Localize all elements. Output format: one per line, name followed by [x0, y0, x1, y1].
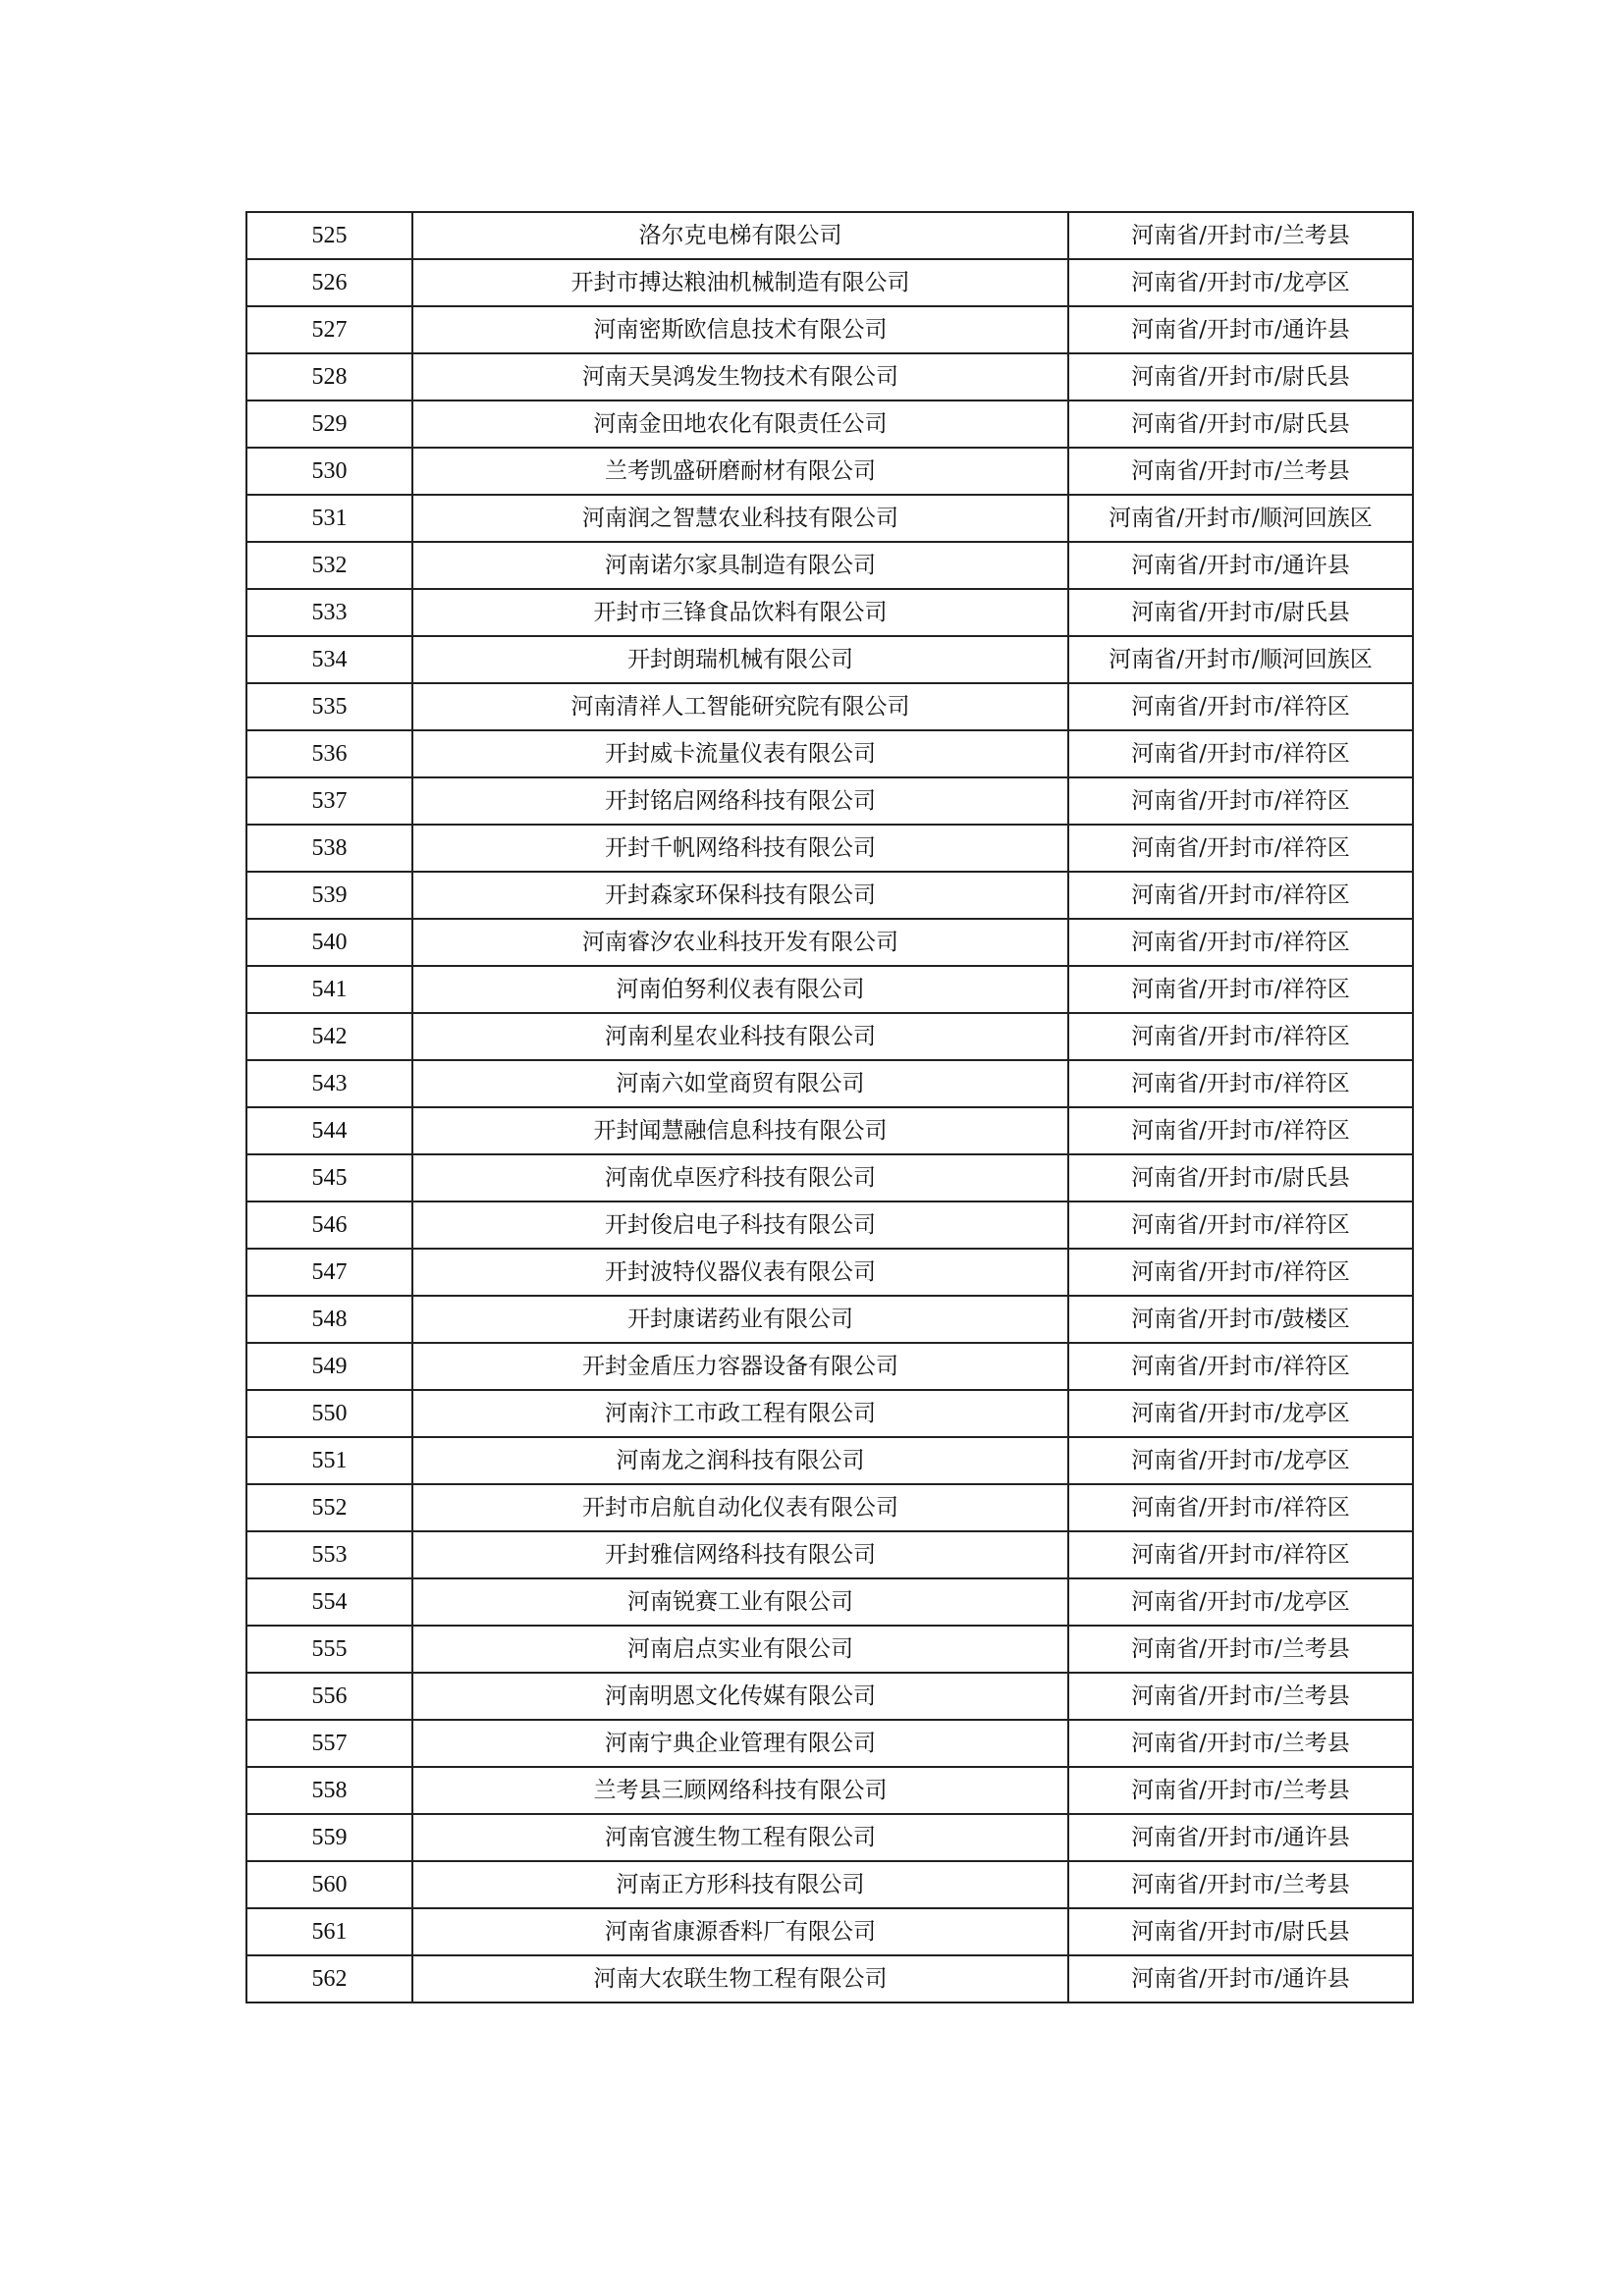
company-region: 河南省/开封市/尉氏县 — [1068, 353, 1413, 400]
row-number: 546 — [246, 1201, 412, 1249]
company-name: 河南天昊鸿发生物技术有限公司 — [412, 353, 1068, 400]
company-region: 河南省/开封市/祥符区 — [1068, 1060, 1413, 1107]
row-number: 528 — [246, 353, 412, 400]
table-row — [246, 1578, 1413, 1626]
table-row — [246, 1060, 1413, 1107]
company-region: 河南省/开封市/祥符区 — [1068, 872, 1413, 919]
company-name: 开封威卡流量仪表有限公司 — [412, 730, 1068, 777]
row-number: 557 — [246, 1720, 412, 1767]
row-number: 548 — [246, 1296, 412, 1343]
table-row — [246, 212, 1413, 259]
table-row — [246, 448, 1413, 495]
table-row — [246, 353, 1413, 400]
table-row — [246, 1154, 1413, 1201]
table-row — [246, 1908, 1413, 1955]
row-number: 554 — [246, 1578, 412, 1626]
table-row — [246, 636, 1413, 683]
company-name: 兰考县三顾网络科技有限公司 — [412, 1767, 1068, 1814]
table-row — [246, 542, 1413, 589]
company-name: 开封闻慧融信息科技有限公司 — [412, 1107, 1068, 1154]
company-region: 河南省/开封市/通许县 — [1068, 306, 1413, 353]
company-region: 河南省/开封市/祥符区 — [1068, 1107, 1413, 1154]
table-row — [246, 1249, 1413, 1296]
table-row — [246, 825, 1413, 872]
table-row — [246, 1107, 1413, 1154]
company-region: 河南省/开封市/祥符区 — [1068, 919, 1413, 966]
table-row — [246, 495, 1413, 542]
company-region: 河南省/开封市/通许县 — [1068, 1955, 1413, 2002]
row-number: 561 — [246, 1908, 412, 1955]
table-row — [246, 1531, 1413, 1578]
table-row — [246, 1673, 1413, 1720]
company-region: 河南省/开封市/通许县 — [1068, 542, 1413, 589]
row-number: 553 — [246, 1531, 412, 1578]
company-name: 开封市三锋食品饮料有限公司 — [412, 589, 1068, 636]
company-region: 河南省/开封市/祥符区 — [1068, 1249, 1413, 1296]
table-row — [246, 1390, 1413, 1437]
row-number: 556 — [246, 1673, 412, 1720]
company-name: 河南龙之润科技有限公司 — [412, 1437, 1068, 1484]
row-number: 539 — [246, 872, 412, 919]
table-row — [246, 306, 1413, 353]
company-name: 河南汴工市政工程有限公司 — [412, 1390, 1068, 1437]
company-name: 开封波特仪器仪表有限公司 — [412, 1249, 1068, 1296]
company-name: 开封金盾压力容器设备有限公司 — [412, 1343, 1068, 1390]
company-region: 河南省/开封市/祥符区 — [1068, 1484, 1413, 1531]
table-row — [246, 589, 1413, 636]
row-number: 529 — [246, 400, 412, 448]
table-row — [246, 1626, 1413, 1673]
company-region: 河南省/开封市/通许县 — [1068, 1814, 1413, 1861]
company-name: 河南睿汐农业科技开发有限公司 — [412, 919, 1068, 966]
company-name: 河南官渡生物工程有限公司 — [412, 1814, 1068, 1861]
row-number: 542 — [246, 1013, 412, 1060]
company-region: 河南省/开封市/兰考县 — [1068, 1673, 1413, 1720]
table-row — [246, 683, 1413, 730]
company-name: 开封铭启网络科技有限公司 — [412, 777, 1068, 825]
company-name: 开封森家环保科技有限公司 — [412, 872, 1068, 919]
company-name: 开封市启航自动化仪表有限公司 — [412, 1484, 1068, 1531]
company-region: 河南省/开封市/兰考县 — [1068, 448, 1413, 495]
company-region: 河南省/开封市/鼓楼区 — [1068, 1296, 1413, 1343]
company-region: 河南省/开封市/顺河回族区 — [1068, 495, 1413, 542]
company-region: 河南省/开封市/尉氏县 — [1068, 1154, 1413, 1201]
company-region: 河南省/开封市/龙亭区 — [1068, 1437, 1413, 1484]
company-region: 河南省/开封市/龙亭区 — [1068, 1578, 1413, 1626]
row-number: 562 — [246, 1955, 412, 2002]
company-name: 开封康诺药业有限公司 — [412, 1296, 1068, 1343]
table-row — [246, 1484, 1413, 1531]
company-name: 河南宁典企业管理有限公司 — [412, 1720, 1068, 1767]
company-region: 河南省/开封市/顺河回族区 — [1068, 636, 1413, 683]
company-name: 开封朗瑞机械有限公司 — [412, 636, 1068, 683]
table-row — [246, 966, 1413, 1013]
table-row — [246, 1343, 1413, 1390]
company-list-table-wrapper — [245, 211, 1412, 2003]
row-number: 527 — [246, 306, 412, 353]
company-name: 河南明恩文化传媒有限公司 — [412, 1673, 1068, 1720]
table-row — [246, 1201, 1413, 1249]
company-name: 河南润之智慧农业科技有限公司 — [412, 495, 1068, 542]
row-number: 537 — [246, 777, 412, 825]
company-name: 开封市搏达粮油机械制造有限公司 — [412, 259, 1068, 306]
company-region: 河南省/开封市/祥符区 — [1068, 730, 1413, 777]
company-name: 河南密斯欧信息技术有限公司 — [412, 306, 1068, 353]
row-number: 534 — [246, 636, 412, 683]
row-number: 540 — [246, 919, 412, 966]
table-row — [246, 1767, 1413, 1814]
company-region: 河南省/开封市/祥符区 — [1068, 683, 1413, 730]
company-name: 兰考凯盛研磨耐材有限公司 — [412, 448, 1068, 495]
table-row — [246, 1814, 1413, 1861]
company-name: 河南启点实业有限公司 — [412, 1626, 1068, 1673]
row-number: 545 — [246, 1154, 412, 1201]
row-number: 555 — [246, 1626, 412, 1673]
company-region: 河南省/开封市/祥符区 — [1068, 966, 1413, 1013]
table-row — [246, 872, 1413, 919]
company-name: 河南诺尔家具制造有限公司 — [412, 542, 1068, 589]
row-number: 544 — [246, 1107, 412, 1154]
company-name: 开封俊启电子科技有限公司 — [412, 1201, 1068, 1249]
company-name: 河南锐赛工业有限公司 — [412, 1578, 1068, 1626]
company-name: 洛尔克电梯有限公司 — [412, 212, 1068, 259]
company-region: 河南省/开封市/祥符区 — [1068, 1343, 1413, 1390]
row-number: 535 — [246, 683, 412, 730]
company-list-table — [245, 211, 1414, 2003]
table-row — [246, 777, 1413, 825]
company-name: 开封千帆网络科技有限公司 — [412, 825, 1068, 872]
row-number: 543 — [246, 1060, 412, 1107]
row-number: 538 — [246, 825, 412, 872]
row-number: 530 — [246, 448, 412, 495]
company-name: 河南省康源香料厂有限公司 — [412, 1908, 1068, 1955]
company-region: 河南省/开封市/祥符区 — [1068, 1531, 1413, 1578]
row-number: 525 — [246, 212, 412, 259]
table-row — [246, 1955, 1413, 2002]
row-number: 549 — [246, 1343, 412, 1390]
company-region: 河南省/开封市/祥符区 — [1068, 777, 1413, 825]
company-region: 河南省/开封市/祥符区 — [1068, 1013, 1413, 1060]
company-region: 河南省/开封市/兰考县 — [1068, 1720, 1413, 1767]
company-name: 河南大农联生物工程有限公司 — [412, 1955, 1068, 2002]
company-region: 河南省/开封市/兰考县 — [1068, 1626, 1413, 1673]
company-name: 河南正方形科技有限公司 — [412, 1861, 1068, 1908]
row-number: 536 — [246, 730, 412, 777]
company-region: 河南省/开封市/兰考县 — [1068, 212, 1413, 259]
company-name: 开封雅信网络科技有限公司 — [412, 1531, 1068, 1578]
company-list-body — [246, 212, 1413, 2002]
row-number: 559 — [246, 1814, 412, 1861]
company-name: 河南伯努利仪表有限公司 — [412, 966, 1068, 1013]
company-name: 河南六如堂商贸有限公司 — [412, 1060, 1068, 1107]
row-number: 531 — [246, 495, 412, 542]
company-region: 河南省/开封市/兰考县 — [1068, 1861, 1413, 1908]
row-number: 533 — [246, 589, 412, 636]
row-number: 541 — [246, 966, 412, 1013]
table-row — [246, 919, 1413, 966]
company-region: 河南省/开封市/尉氏县 — [1068, 1908, 1413, 1955]
company-name: 河南利星农业科技有限公司 — [412, 1013, 1068, 1060]
table-row — [246, 1861, 1413, 1908]
company-region: 河南省/开封市/尉氏县 — [1068, 400, 1413, 448]
company-region: 河南省/开封市/龙亭区 — [1068, 259, 1413, 306]
table-row — [246, 400, 1413, 448]
company-region: 河南省/开封市/龙亭区 — [1068, 1390, 1413, 1437]
company-region: 河南省/开封市/兰考县 — [1068, 1767, 1413, 1814]
row-number: 547 — [246, 1249, 412, 1296]
company-name: 河南优卓医疗科技有限公司 — [412, 1154, 1068, 1201]
company-region: 河南省/开封市/尉氏县 — [1068, 589, 1413, 636]
row-number: 558 — [246, 1767, 412, 1814]
table-row — [246, 730, 1413, 777]
company-region: 河南省/开封市/祥符区 — [1068, 1201, 1413, 1249]
row-number: 551 — [246, 1437, 412, 1484]
row-number: 560 — [246, 1861, 412, 1908]
table-row — [246, 1296, 1413, 1343]
company-region: 河南省/开封市/祥符区 — [1068, 825, 1413, 872]
row-number: 552 — [246, 1484, 412, 1531]
table-row — [246, 1437, 1413, 1484]
table-row — [246, 259, 1413, 306]
table-row — [246, 1013, 1413, 1060]
row-number: 532 — [246, 542, 412, 589]
row-number: 550 — [246, 1390, 412, 1437]
row-number: 526 — [246, 259, 412, 306]
company-name: 河南清祥人工智能研究院有限公司 — [412, 683, 1068, 730]
table-row — [246, 1720, 1413, 1767]
company-name: 河南金田地农化有限责任公司 — [412, 400, 1068, 448]
